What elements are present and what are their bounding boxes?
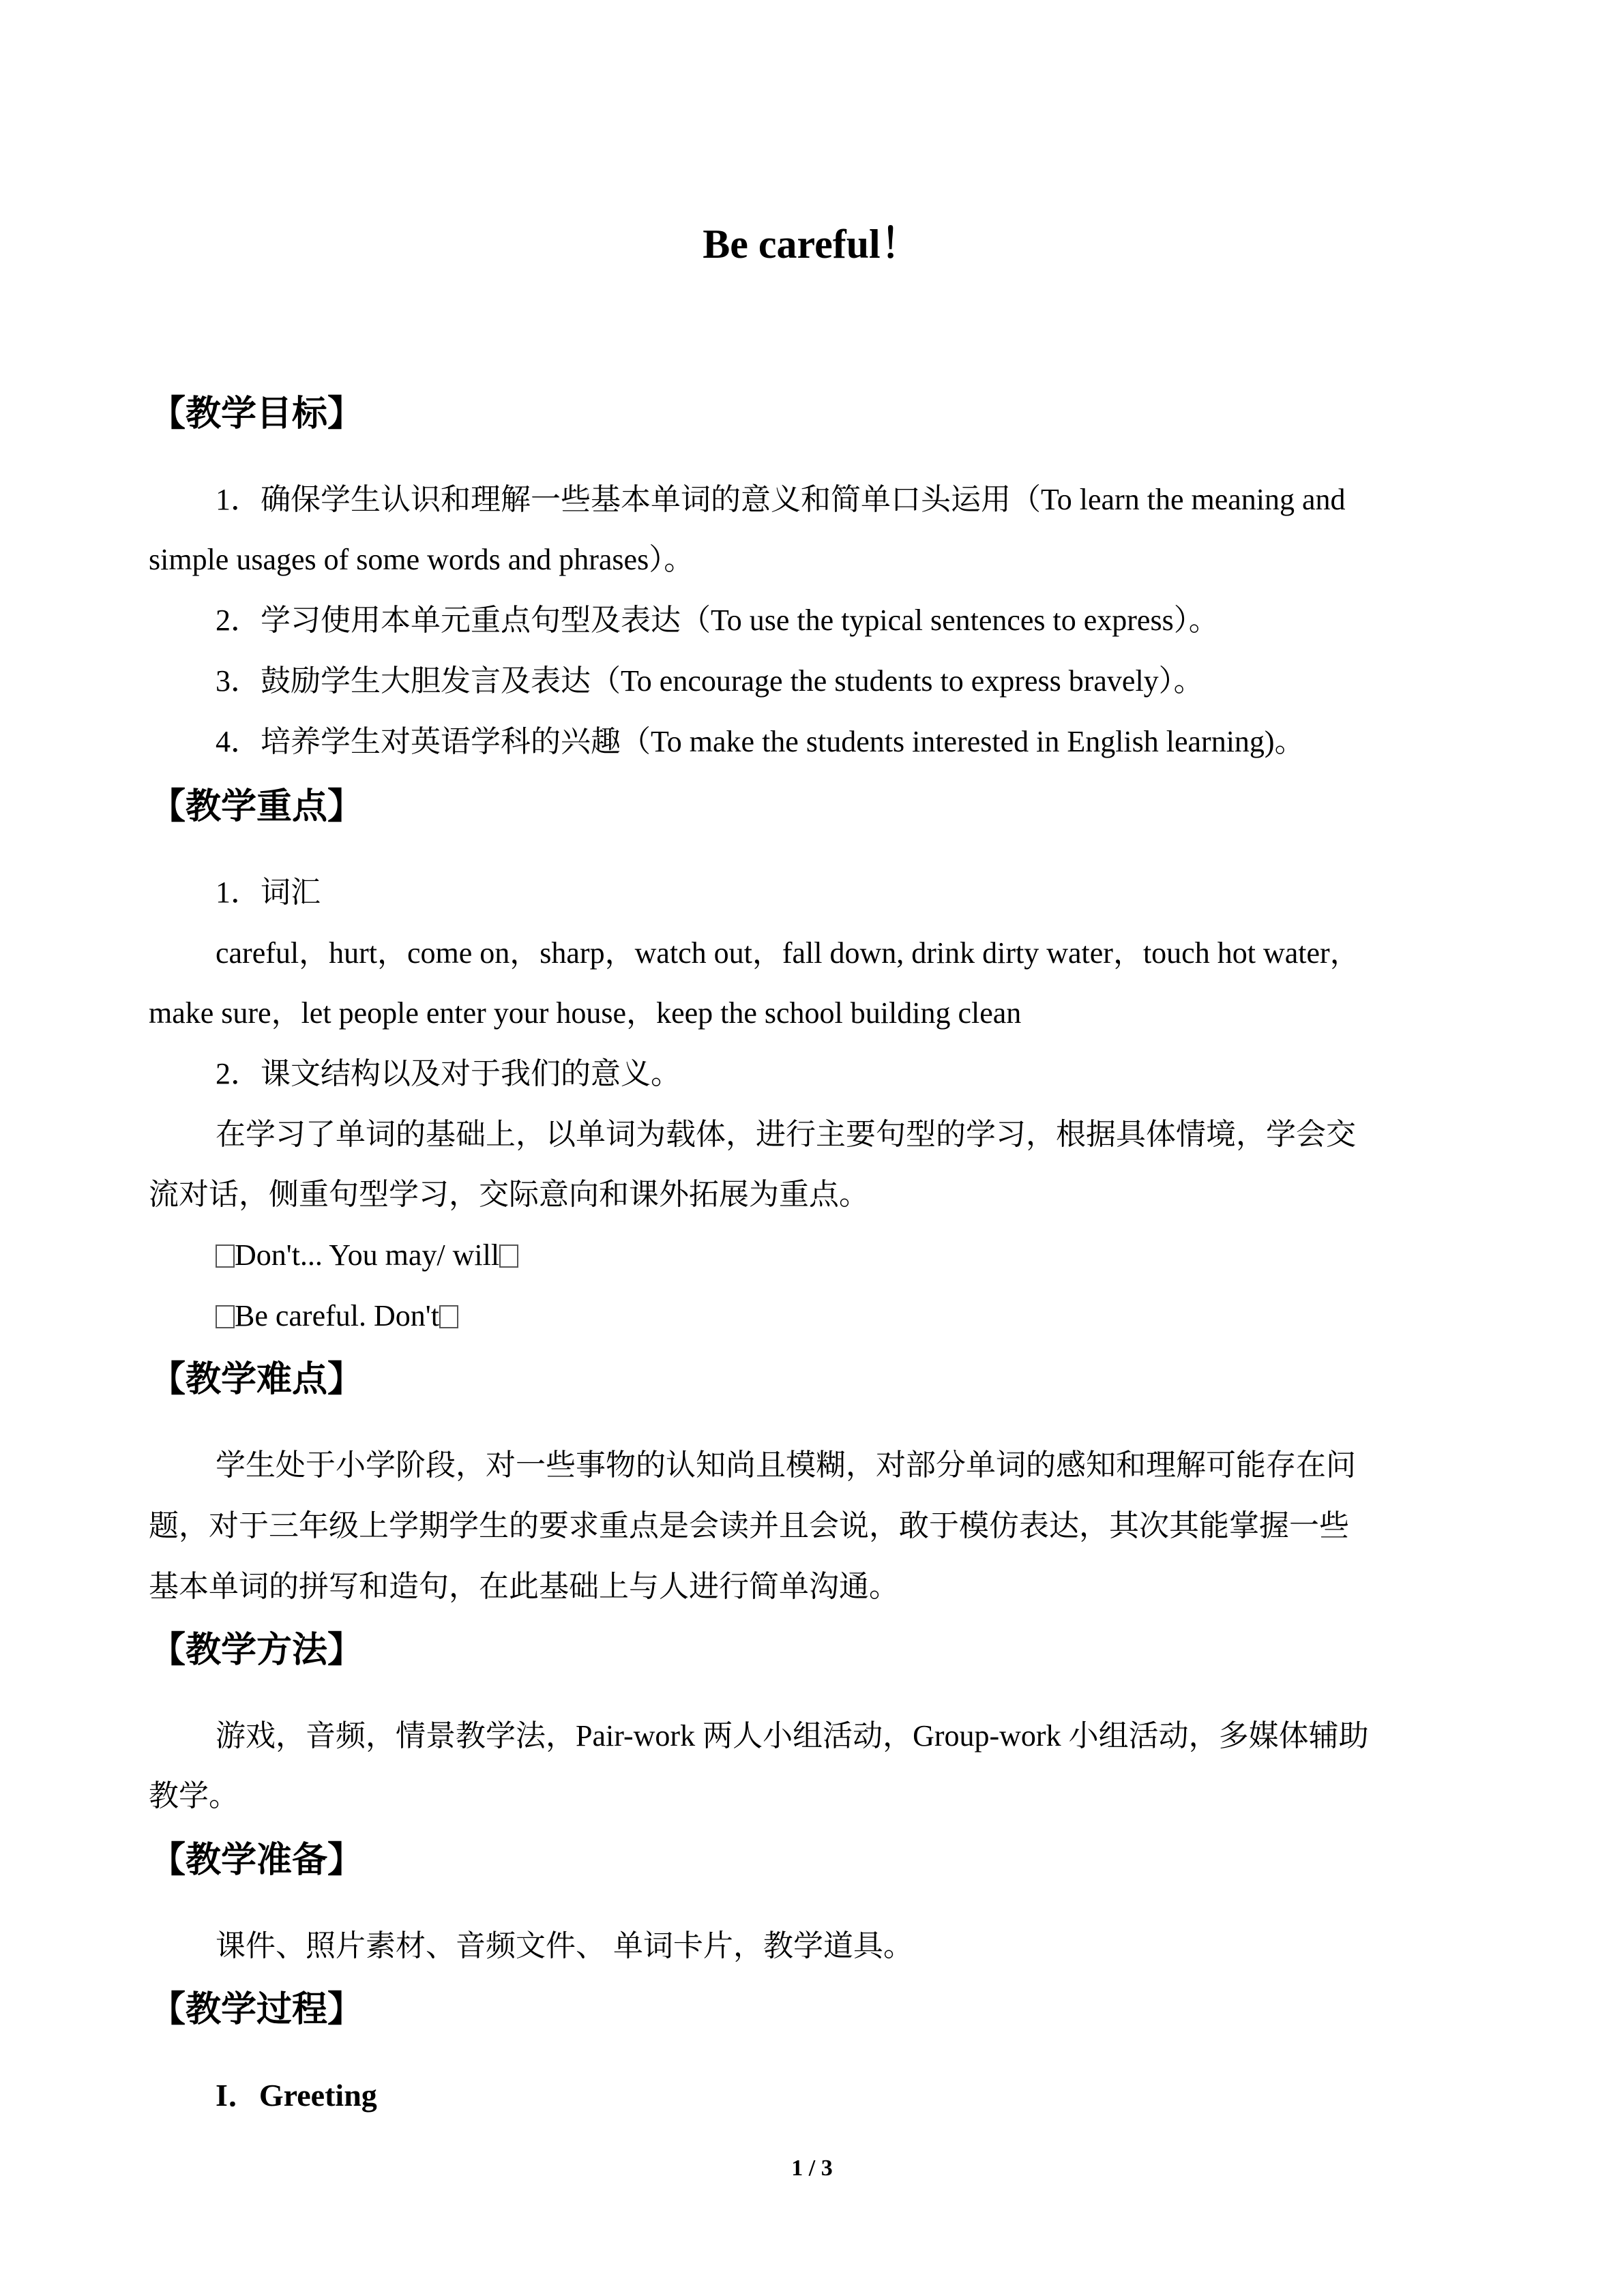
section-heading-difficulties: 【教学难点】 [150, 1359, 364, 1400]
document-title: Be careful！ [703, 222, 921, 267]
key-points-structure-line-1: 在学习了单词的基础上，以单词为载体，进行主要句型的学习，根据具体情境，学会交 [216, 1118, 1356, 1151]
key-points-pattern-1 [216, 1235, 518, 1276]
difficulties-line-3: 基本单词的拼写和造句，在此基础上与人进行简单沟通。 [149, 1570, 899, 1603]
objective-line-1: 1．确保学生认识和理解一些基本单词的意义和简单口头运用（To learn the meaning and [216, 483, 1346, 516]
key-points-structure-label: 2．课文结构以及对于我们的意义。 [216, 1057, 681, 1090]
objective-line-4: 4．培养学生对英语学科的兴趣（To make the students interested in English learning)。 [216, 725, 1305, 758]
section-heading-objectives: 【教学目标】 [150, 393, 364, 434]
section-heading-key-points: 【教学重点】 [150, 786, 364, 827]
methods-line-2: 教学。 [149, 1779, 239, 1813]
objective-line-1-cont: simple usages of some words and phrases）。 [149, 543, 694, 576]
difficulties-line-1: 学生处于小学阶段，对一些事物的认知尚且模糊，对部分单词的感知和理解可能存在问 [216, 1448, 1356, 1482]
objective-line-3: 3．鼓励学生大胆发言及表达（To encourage the students to express bravely）。 [216, 664, 1204, 698]
methods-line-1: 游戏，音频，情景教学法，Pair-work 两人小组活动，Group-work 小组活动，多媒体辅助 [216, 1719, 1369, 1753]
key-points-vocab-line-2: make sure，let people enter your house，keep the school building clean [149, 996, 1022, 1030]
section-heading-process: 【教学过程】 [150, 1989, 364, 2030]
key-points-vocab-line-1: careful，hurt，come on，sharp，watch out，fall down, drink dirty water，touch hot water， [216, 936, 1360, 970]
section-heading-preparation: 【教学准备】 [150, 1840, 364, 1881]
missing-glyph-box [439, 1305, 458, 1328]
page-number: 1 / 3 [791, 2156, 833, 2181]
key-points-vocab-label: 1．词汇 [216, 876, 321, 909]
objective-line-2: 2．学习使用本单元重点句型及表达（To use the typical sentences to express）。 [216, 603, 1219, 637]
pattern-2-text: Be careful. Don't [235, 1299, 439, 1332]
missing-glyph-box [216, 1244, 235, 1268]
missing-glyph-box [216, 1305, 235, 1328]
key-points-pattern-2 [216, 1296, 458, 1337]
difficulties-line-2: 题，对于三年级上学期学生的要求重点是会读并且会说，敢于模仿表达，其次其能掌握一些 [149, 1509, 1349, 1542]
process-step-greeting: I．Greeting [216, 2078, 377, 2113]
key-points-structure-line-2: 流对话，侧重句型学习，交际意向和课外拓展为重点。 [149, 1178, 869, 1211]
pattern-1-text: Don't... You may/ will [235, 1238, 500, 1272]
missing-glyph-box [499, 1244, 518, 1268]
preparation-line-1: 课件、照片素材、音频文件、 单词卡片，教学道具。 [216, 1929, 913, 1963]
section-heading-methods: 【教学方法】 [150, 1630, 364, 1671]
